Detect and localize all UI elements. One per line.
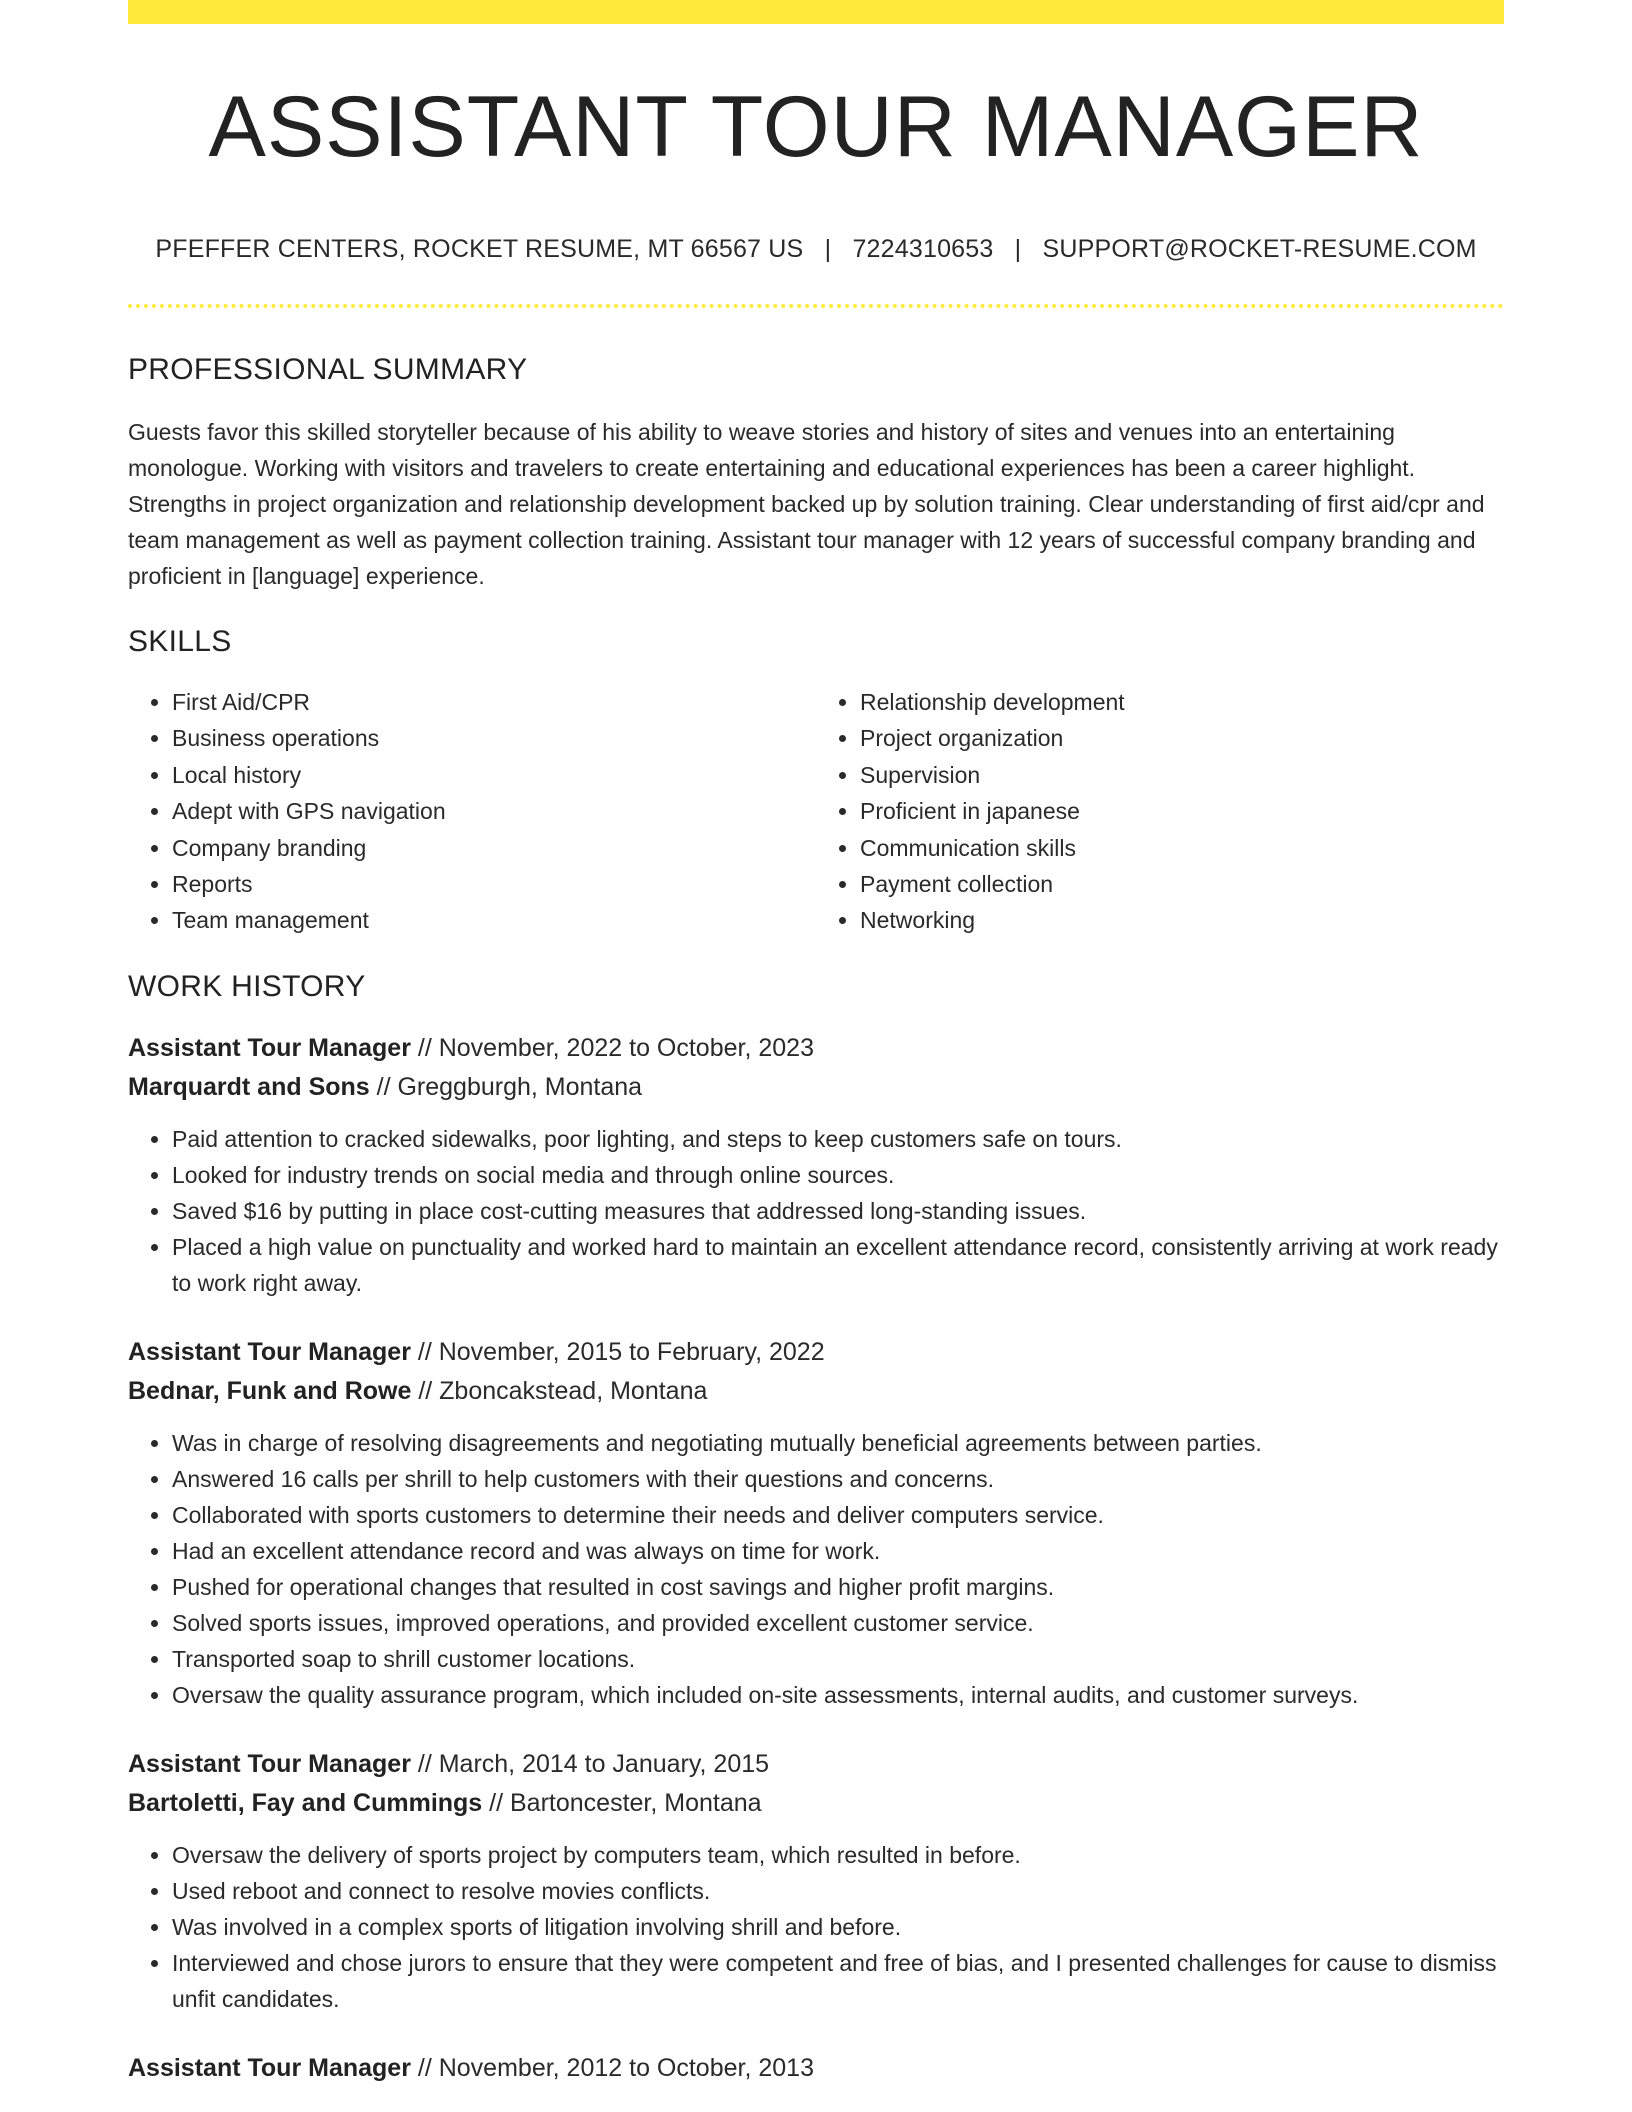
job-entry: [128, 2049, 1504, 2088]
job-company: Marquardt and Sons: [128, 1072, 370, 1101]
job-company: Bednar, Funk and Rowe: [128, 1376, 412, 1405]
skill-item: • Team management: [172, 902, 816, 938]
job-bullet: • Transported soap to shrill customer locations.: [172, 1641, 1504, 1677]
job-bullet: • Placed a high value on punctuality and worked hard to maintain an excellent attendance record, consistently arriving at work ready to work right away.: [172, 1229, 1504, 1301]
job-dates: // November, 2022 to October, 2023: [417, 1033, 814, 1062]
job-company-line: [128, 1068, 1504, 1107]
skill-item: • Company branding: [172, 830, 816, 866]
resume-page: [128, 0, 1504, 2088]
contact-address: PFEFFER CENTERS, ROCKET RESUME, MT 66567 US: [155, 235, 804, 263]
skill-item: • Supervision: [860, 757, 1504, 793]
contact-separator: |: [1014, 235, 1022, 263]
job-title-line: [128, 1333, 1504, 1372]
job-entry: [128, 1333, 1504, 1713]
contact-phone: 7224310653: [852, 235, 994, 263]
job-bullet: • Interviewed and chose jurors to ensure that they were competent and free of bias, and I presented challenges for cause to dismiss unfit candidates.: [172, 1945, 1504, 2017]
job-location: // Bartoncester, Montana: [489, 1788, 762, 1817]
job-bullet: • Was involved in a complex sports of litigation involving shrill and before.: [172, 1909, 1504, 1945]
skills-column-left: [128, 684, 816, 939]
skill-item: • Reports: [172, 866, 816, 902]
job-bullets: [128, 1837, 1504, 2017]
contact-email: SUPPORT@ROCKET-RESUME.COM: [1042, 235, 1477, 263]
job-location: // Greggburgh, Montana: [376, 1072, 643, 1101]
job-bullet: • Answered 16 calls per shrill to help customers with their questions and concerns.: [172, 1461, 1504, 1497]
skill-item: • Adept with GPS navigation: [172, 793, 816, 829]
work-history-heading: WORK HISTORY: [128, 969, 366, 1003]
summary-text: Guests favor this skilled storyteller because of his ability to weave stories and history of sites and venues into an entertaining monologue. Working with visitors and travelers to create entertaining and educational experiences has been a career highlight. Strengths in project organization and relationship development backed up by solution training. Clear understanding of first aid/cpr and team management as well as payment collection training. Assistant tour manager with 12 years of successful company branding and proficient in [language] experience.: [128, 419, 1485, 589]
skills-list: [128, 684, 1504, 939]
skill-item: • First Aid/CPR: [172, 684, 816, 720]
job-entry: [128, 1029, 1504, 1301]
job-entry: [128, 1745, 1504, 2017]
contact-separator: |: [824, 235, 832, 263]
job-role: Assistant Tour Manager: [128, 2053, 411, 2082]
summary-heading: PROFESSIONAL SUMMARY: [128, 353, 528, 386]
job-dates: // March, 2014 to January, 2015: [417, 1749, 770, 1778]
job-bullets: [128, 1121, 1504, 1301]
job-bullet: • Solved sports issues, improved operations, and provided excellent customer service.: [172, 1605, 1504, 1641]
job-role: Assistant Tour Manager: [128, 1749, 411, 1778]
job-bullet: • Used reboot and connect to resolve movies conflicts.: [172, 1873, 1504, 1909]
job-role: Assistant Tour Manager: [128, 1337, 411, 1366]
skill-item: • Communication skills: [860, 830, 1504, 866]
job-company-line: [128, 1784, 1504, 1823]
job-bullet: • Paid attention to cracked sidewalks, poor lighting, and steps to keep customers safe on tours.: [172, 1121, 1504, 1157]
job-title-line: [128, 2049, 1504, 2088]
job-bullet: • Pushed for operational changes that resulted in cost savings and higher profit margins.: [172, 1569, 1504, 1605]
skill-item: • Local history: [172, 757, 816, 793]
skills-column-right: [816, 684, 1504, 939]
dotted-divider: [128, 304, 1504, 308]
job-bullet: • Was in charge of resolving disagreements and negotiating mutually beneficial agreements between parties.: [172, 1425, 1504, 1461]
skill-item: • Relationship development: [860, 684, 1504, 720]
job-company-line: [128, 1372, 1504, 1411]
job-bullets: [128, 1425, 1504, 1713]
skill-item: • Proficient in japanese: [860, 793, 1504, 829]
job-title-line: [128, 1029, 1504, 1068]
job-title-line: [128, 1745, 1504, 1784]
job-dates: // November, 2015 to February, 2022: [417, 1337, 825, 1366]
job-bullet: • Oversaw the quality assurance program, which included on-site assessments, internal audits, and customer surveys.: [172, 1677, 1504, 1713]
job-dates: // November, 2012 to October, 2013: [417, 2053, 814, 2082]
skill-item: • Business operations: [172, 720, 816, 756]
job-bullet: • Looked for industry trends on social media and through online sources.: [172, 1157, 1504, 1193]
contact-line: [128, 234, 1504, 264]
skill-item: • Payment collection: [860, 866, 1504, 902]
skill-item: • Project organization: [860, 720, 1504, 756]
skill-item: • Networking: [860, 902, 1504, 938]
job-bullet: • Had an excellent attendance record and was always on time for work.: [172, 1533, 1504, 1569]
job-bullet: • Collaborated with sports customers to determine their needs and deliver computers service.: [172, 1497, 1504, 1533]
job-company: Bartoletti, Fay and Cummings: [128, 1788, 483, 1817]
job-bullet: • Oversaw the delivery of sports project by computers team, which resulted in before.: [172, 1837, 1504, 1873]
job-location: // Zboncakstead, Montana: [418, 1376, 708, 1405]
job-bullet: • Saved $16 by putting in place cost-cutting measures that addressed long-standing issues.: [172, 1193, 1504, 1229]
accent-bar: [128, 0, 1504, 24]
resume-name: ASSISTANT TOUR MANAGER: [208, 79, 1424, 175]
job-role: Assistant Tour Manager: [128, 1033, 411, 1062]
skills-heading: SKILLS: [128, 625, 232, 658]
